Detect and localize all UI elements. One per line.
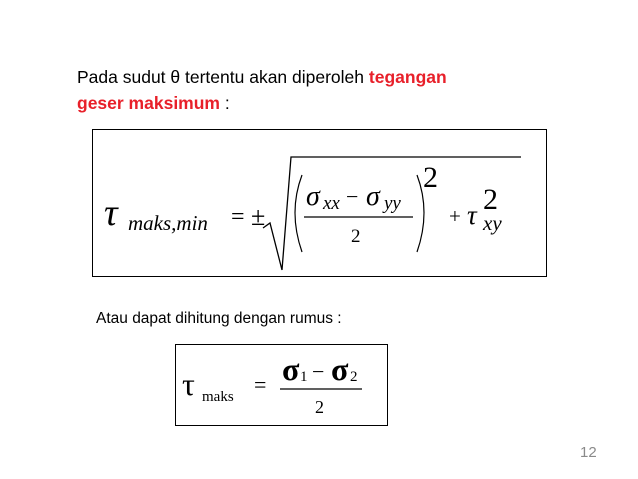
intro-paragraph [77,64,617,116]
plus-minus-sign: ± [251,202,266,231]
intro-text-2: : [220,93,230,113]
sigma-yy-subscript: yy [384,193,401,214]
sigma-2-symbol: σ [331,351,349,387]
sigma-xx-symbol: σ [306,181,320,212]
formula-box-alt [175,344,388,426]
alternative-formula-text: Atau dapat dihitung dengan rumus : [96,310,342,327]
equals-sign-2: = [254,372,267,397]
left-parenthesis [295,175,302,252]
tau-subscript-maks: maks [202,389,234,405]
plus-sign: + [449,204,461,228]
sigma-xx-subscript: xx [323,193,340,214]
tau-xy-exponent: 2 [483,183,498,216]
tau-symbol: τ [104,192,118,234]
formula-shear-max-min [93,130,548,278]
minus-sign-2: − [312,359,325,384]
highlight-geser-maksimum: geser maksimum [77,93,220,113]
sigma-1-subscript: 1 [300,369,308,385]
minus-sign: − [346,184,359,209]
tau-xy-symbol: τ [467,200,477,230]
denominator-two: 2 [351,226,361,247]
formula-shear-max [176,345,389,427]
sigma-2-subscript: 2 [350,369,358,385]
highlight-tegangan: tegangan [368,67,447,87]
tau-subscript: maks,min [128,211,208,235]
tau-symbol-2: τ [182,366,195,402]
denominator-two-2: 2 [315,397,324,417]
intro-text-1: Pada sudut θ tertentu akan diperoleh [77,67,369,87]
page-number: 12 [580,444,597,461]
formula-box-main [92,129,547,277]
sigma-yy-symbol: σ [366,181,380,212]
equals-sign: = [231,204,245,230]
tau-xy-subscript: xy [483,211,502,235]
exponent-two: 2 [423,161,438,194]
sigma-1-symbol: σ [282,351,300,387]
